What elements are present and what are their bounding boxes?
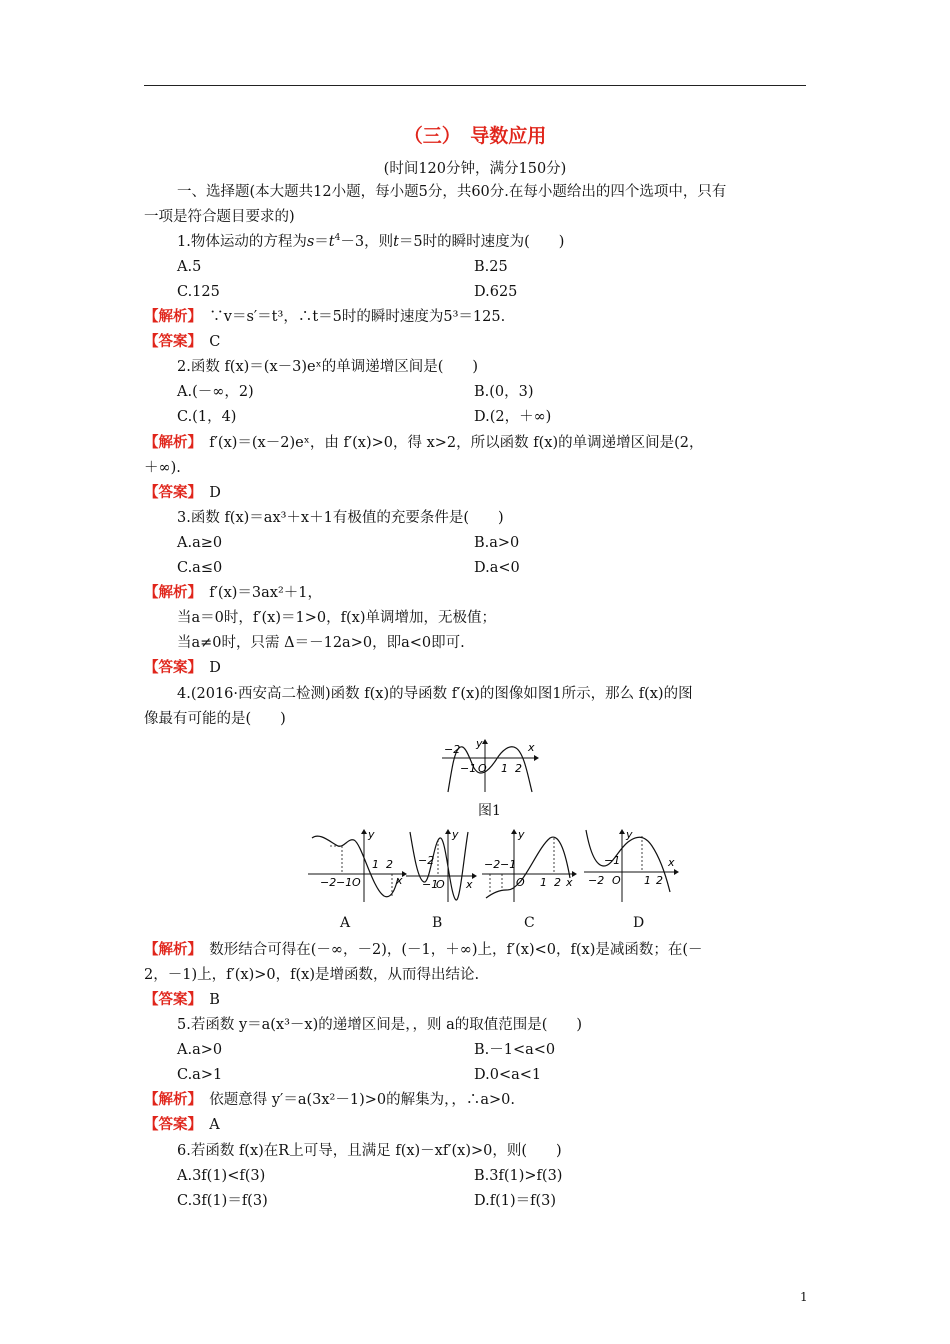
analysis-label: 【解析】: [144, 941, 195, 958]
choice-label-c: C: [524, 915, 535, 931]
svg-text:1: 1: [540, 876, 547, 889]
svg-text:2: 2: [554, 876, 561, 889]
label-x: x: [528, 741, 535, 754]
q5-analysis: 【解析】 依题意得 y′＝a(3x²－1)>0的解集为，，∴a>0.: [144, 1091, 515, 1108]
q1-option-a: A.5: [177, 259, 202, 275]
svg-text:−1: −1: [336, 876, 353, 889]
q4-stem-2: 像最有可能的是( ): [144, 711, 286, 727]
choice-graph-a: [306, 826, 408, 906]
svg-text:−1: −1: [422, 878, 439, 891]
svg-text:−2: −2: [320, 876, 337, 889]
q1-analysis: 【解析】 ∵v＝s′＝t³，∴t＝5时的瞬时速度为5³＝125.: [144, 308, 506, 325]
q3-option-c: C.a≤0: [177, 560, 223, 576]
q5-stem: 5.若函数 y＝a(x³－x)的递增区间是，，则 a的取值范围是( ): [177, 1017, 583, 1033]
q2-analysis-1: 【解析】 f′(x)＝(x－2)eˣ，由 f′(x)>0，得 x>2，所以函数 f(x)的单调递增区间是(2，: [144, 434, 704, 451]
svg-text:O: O: [436, 878, 445, 891]
svg-text:1: 1: [644, 874, 651, 887]
svg-text:−1: −1: [500, 858, 517, 871]
q5-answer: 【答案】 A: [144, 1116, 220, 1133]
q3-analysis-line2: 当a≠0时，只需 Δ＝－12a>0，即a<0即可.: [177, 635, 465, 651]
choice-label-a: A: [340, 915, 351, 931]
svg-text:−2: −2: [418, 854, 435, 867]
q3-analysis-line1: 当a＝0时，f′(x)＝1>0，f(x)单调增加，无极值；: [177, 610, 496, 626]
answer-label: 【答案】: [144, 991, 195, 1008]
figure-1-derivative-graph: [438, 738, 540, 794]
page-subtitle: (时间120分钟，满分150分): [383, 161, 567, 177]
q1-answer: 【答案】 C: [144, 333, 221, 350]
svg-text:y: y: [626, 828, 633, 841]
q4-answer: 【答案】 B: [144, 991, 220, 1008]
q4-stem-1: 4.(2016·西安高二检测)函数 f(x)的导函数 f′(x)的图像如图1所示，那么 f(x)的图: [177, 686, 693, 702]
analysis-label: 【解析】: [144, 308, 195, 325]
tick-p2: 2: [515, 762, 522, 775]
q2-option-b: B.(0，3): [474, 384, 534, 400]
q2-option-a: A.(－∞，2): [177, 384, 254, 400]
q1-stem: 1.物体运动的方程为$s=t^4-3$，则t＝5时的瞬时速度为( ): [177, 233, 565, 250]
q6-option-a: A.3f(1)<f(3): [177, 1168, 266, 1184]
choice-label-d: D: [633, 915, 645, 931]
q2-stem: 2.函数 f(x)＝(x－3)eˣ的单调递增区间是( ): [177, 359, 479, 375]
q3-option-a: A.a≥0: [177, 535, 223, 551]
svg-text:−2: −2: [588, 874, 605, 887]
q6-option-c: C.3f(1)＝f(3): [177, 1193, 268, 1209]
svg-text:2: 2: [656, 874, 663, 887]
q3-analysis: 【解析】 f′(x)＝3ax²＋1，: [144, 584, 322, 601]
svg-text:y: y: [518, 828, 525, 841]
tick-m2: −2: [444, 743, 461, 756]
choice-graph-c: [480, 826, 578, 906]
q2-option-d: D.(2，＋∞): [474, 409, 552, 425]
page-number: 1: [800, 1290, 808, 1304]
svg-text:2: 2: [386, 858, 393, 871]
figure-1-caption: 图1: [478, 803, 501, 819]
svg-text:−1: −1: [604, 854, 621, 867]
q4-analysis-2: 2，－1)上，f′(x)>0，f(x)是增函数，从而得出结论.: [144, 967, 480, 983]
analysis-label: 【解析】: [144, 1091, 195, 1108]
choice-label-b: B: [432, 915, 443, 931]
answer-label: 【答案】: [144, 1116, 195, 1133]
q5-option-b: B.－1<a<0: [474, 1042, 556, 1058]
q5-option-d: D.0<a<1: [474, 1067, 542, 1083]
q6-stem: 6.若函数 f(x)在R上可导，且满足 f(x)－xf′(x)>0，则( ): [177, 1143, 562, 1159]
svg-text:−2: −2: [484, 858, 501, 871]
svg-text:y: y: [368, 828, 375, 841]
q1-option-c: C.125: [177, 284, 220, 300]
svg-text:x: x: [466, 878, 473, 891]
tick-m1: −1: [460, 762, 477, 775]
svg-text:x: x: [396, 874, 403, 887]
q2-answer: 【答案】 D: [144, 484, 221, 501]
choice-graph-d: [582, 826, 680, 906]
q3-answer: 【答案】 D: [144, 659, 221, 676]
tick-p1: 1: [501, 762, 508, 775]
answer-label: 【答案】: [144, 333, 195, 350]
q6-option-d: D.f(1)＝f(3): [474, 1193, 557, 1209]
q3-option-d: D.a<0: [474, 560, 520, 576]
header-rule: [144, 85, 806, 86]
x-arrow: [534, 755, 539, 761]
q5-option-a: A.a>0: [177, 1042, 223, 1058]
section-intro-1: 一、选择题(本大题共12小题，每小题5分，共60分.在每小题给出的四个选项中，只有: [177, 184, 727, 200]
label-y: y: [476, 738, 483, 750]
tick-o: O: [478, 762, 487, 775]
section-intro-2: 一项是符合题目要求的): [144, 209, 295, 225]
q5-option-c: C.a>1: [177, 1067, 223, 1083]
y-arrow: [482, 739, 488, 744]
q3-stem: 3.函数 f(x)＝ax³＋x＋1有极值的充要条件是( ): [177, 510, 504, 526]
q6-option-b: B.3f(1)>f(3): [474, 1168, 563, 1184]
q3-option-b: B.a>0: [474, 535, 520, 551]
svg-text:y: y: [452, 828, 459, 841]
q2-analysis-2: ＋∞).: [144, 460, 181, 476]
analysis-label: 【解析】: [144, 434, 195, 451]
choice-graph-b: [404, 826, 478, 906]
page-title: （三） 导数应用: [403, 125, 547, 147]
svg-text:x: x: [668, 856, 675, 869]
svg-text:O: O: [352, 876, 361, 889]
q2-option-c: C.(1，4): [177, 409, 237, 425]
analysis-label: 【解析】: [144, 584, 195, 601]
svg-text:O: O: [612, 874, 621, 887]
svg-text:1: 1: [372, 858, 379, 871]
q1-option-d: D.625: [474, 284, 518, 300]
q4-analysis-1: 【解析】 数形结合可得在(－∞，－2)，(－1，＋∞)上，f′(x)<0，f(x)是减函数；在(－: [144, 941, 703, 958]
answer-label: 【答案】: [144, 659, 195, 676]
q1-option-b: B.25: [474, 259, 508, 275]
svg-text:O: O: [516, 876, 525, 889]
svg-text:x: x: [566, 876, 573, 889]
answer-label: 【答案】: [144, 484, 195, 501]
